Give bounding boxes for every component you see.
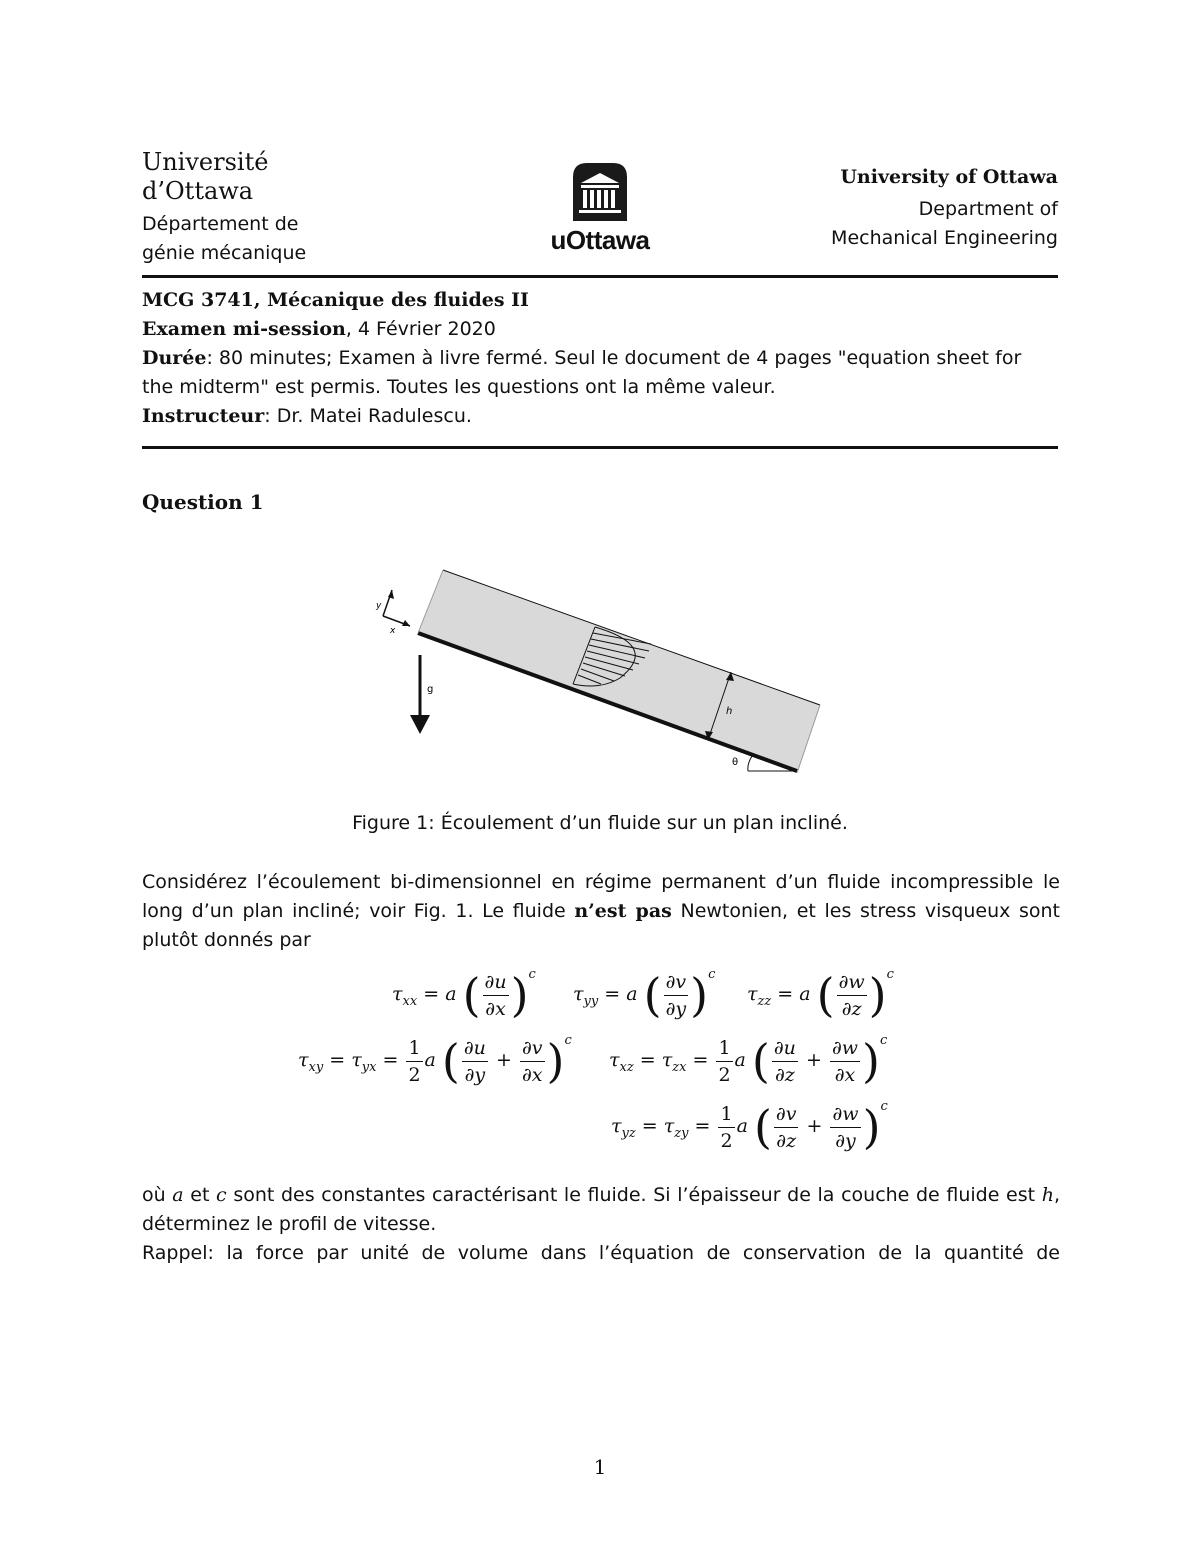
x-label: x <box>390 626 396 636</box>
var-h: h <box>1041 1184 1054 1206</box>
equation-tau-xy: $\tau_{xy} = \tau_{yx}$ = $\frac{1}{2}$ a ( $\frac{\partial u}{\partial y}$ + $\frac{\partial v}{\partial x}$ )$^c$ <box>298 1033 572 1088</box>
exam-date: , 4 Février 2020 <box>345 318 496 340</box>
course-rule <box>142 446 1058 449</box>
g-label: g <box>427 684 434 695</box>
duration-text-1: : 80 minutes; Examen à livre fermé. Seul le document de 4 pages "equation sheet for <box>206 347 1022 369</box>
para2-text-c: sont des constantes caractérisant le fluide. Si l’épaisseur de la couche de fluide est <box>226 1184 1042 1206</box>
question-paragraph-3: Rappel: la force par unité de volume dans l’équation de conservation de la quantité de <box>142 1242 1060 1264</box>
fr-department-line-2: génie mécanique <box>142 242 307 264</box>
para1-text-b: . Le fluide <box>467 900 575 922</box>
question-paragraph-1 <box>142 868 1060 955</box>
figure-reference-link[interactable]: Fig. 1 <box>413 900 468 922</box>
figure-caption: Figure 1: Écoulement d’un fluide sur un plan incliné. <box>352 812 848 834</box>
fr-department-line-1: Département de <box>142 213 299 235</box>
para2-text-d: , déterminez le profil de vitesse. <box>142 1184 1061 1235</box>
inclined-plane-figure <box>360 560 840 785</box>
en-university-name: University of Ottawa <box>840 166 1058 188</box>
uottawa-logo-text: uOttawa <box>550 225 650 255</box>
duration-text-2: the midterm" est permis. Toutes les questions ont la même valeur. <box>142 376 776 398</box>
en-department-line-1: Department of <box>918 198 1058 220</box>
h-label: h <box>726 706 733 717</box>
para2-text-b: et <box>183 1184 217 1206</box>
equation-tau-zz: $\tau_{zz} = a$ ( $\frac{\partial w}{\partial z}$ )$^c$ <box>747 967 894 1022</box>
instructor-label: Instructeur <box>142 405 265 427</box>
para1-text-c: Newtonien, et les stress visqueux sont plutôt donnés par <box>142 900 1060 951</box>
question-title: Question 1 <box>142 490 264 514</box>
course-info <box>142 286 1060 431</box>
en-department <box>831 195 1058 253</box>
en-department-line-2: Mechanical Engineering <box>831 227 1058 249</box>
course-title: MCG 3741, Mécanique des fluides II <box>142 289 529 311</box>
fr-university-line-2: d’Ottawa <box>142 177 254 205</box>
para1-text-a: Considérez l’écoulement bi-dimensionnel en régime permanent d’un fluide incompressible le long d’un plan incliné; voir <box>142 871 1060 922</box>
fluid-layer <box>418 570 820 773</box>
fr-university-line-1: Université <box>142 148 269 176</box>
duration-label: Durée <box>142 347 207 369</box>
equation-tau-yy: $\tau_{yy} = a$ ( $\frac{\partial v}{\partial y}$ )$^c$ <box>573 967 716 1022</box>
question-paragraph-2 <box>142 1181 1060 1239</box>
y-label: y <box>376 601 382 611</box>
para1-emphasis: n’est pas <box>574 900 672 922</box>
header-rule <box>142 275 1058 278</box>
page-number: 1 <box>593 1455 607 1479</box>
var-c: c <box>216 1184 227 1206</box>
fr-university-name <box>142 148 268 206</box>
var-a: a <box>172 1184 184 1206</box>
equation-tau-yz: $\tau_{yz} = \tau_{zy}$ = $\frac{1}{2}$ a ( $\frac{\partial v}{\partial z}$ + $\frac{\partial w}{\partial y}$ )$^c$ <box>611 1099 888 1154</box>
fr-department <box>142 210 306 268</box>
para2-text-a: où <box>142 1184 173 1206</box>
instructor-text: : Dr. Matei Radulescu. <box>264 405 472 427</box>
equation-tau-xx: $\tau_{xx} = a$ ( $\frac{\partial u}{\partial x}$ )$^c$ <box>392 967 536 1022</box>
exam-label: Examen mi-session <box>142 318 346 340</box>
theta-label: θ <box>732 757 739 768</box>
equation-tau-xz: $\tau_{xz} = \tau_{zx}$ = $\frac{1}{2}$ a ( $\frac{\partial u}{\partial z}$ + $\frac{\partial w}{\partial x}$ )$^c$ <box>609 1033 888 1088</box>
